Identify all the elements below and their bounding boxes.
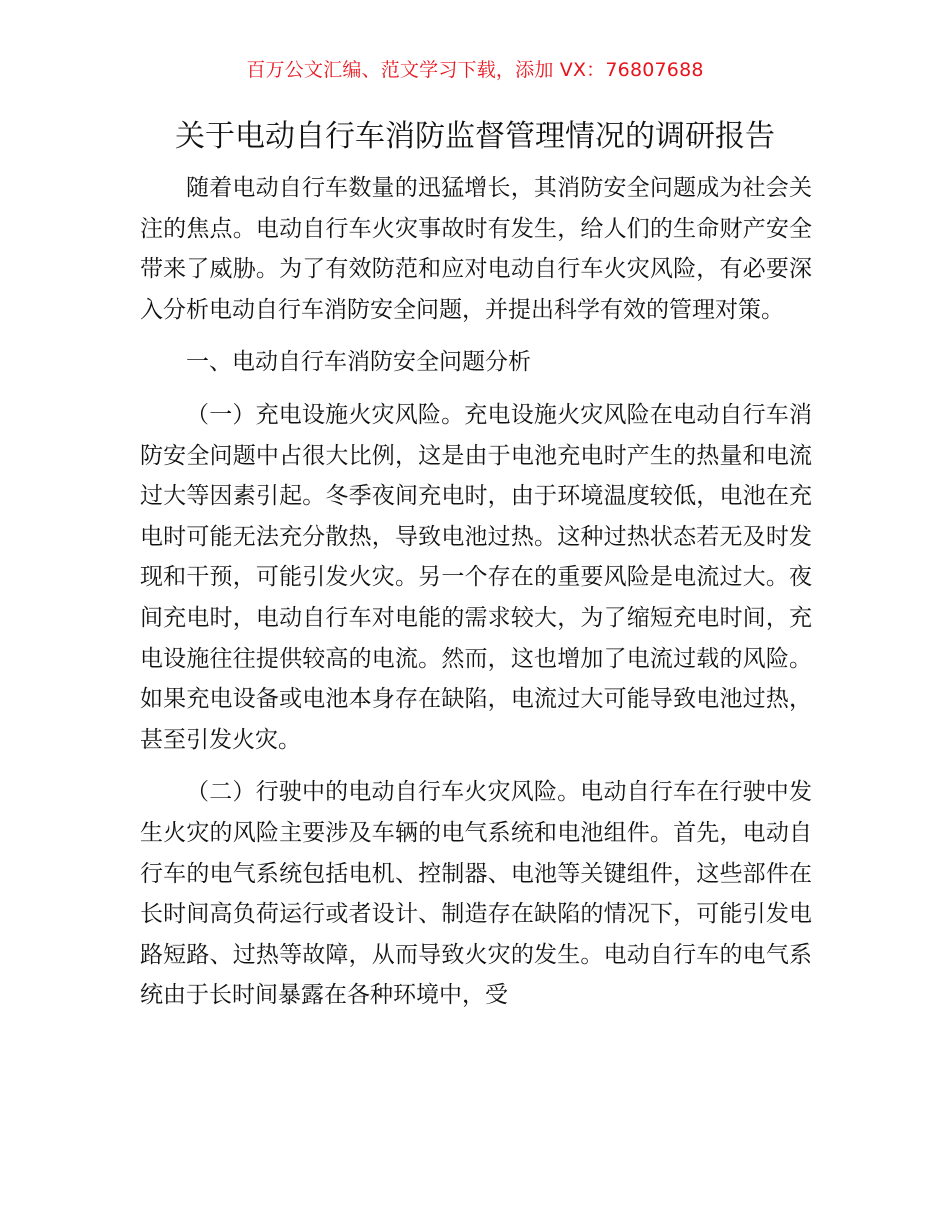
paragraph-charging-risk: （一）充电设施火灾风险。充电设施火灾风险在电动自行车消防安全问题中占很大比例，这是由于电池充电时产生的热量和电流过大等因素引起。冬季夜间充电时，由于环境温度较低，电池在充电时可能无法充分散热，导致电池过热。这种过热状态若无及时发现和干预，可能引发火灾。另一个存在的重要风险是电流过大。夜间充电时，电动自行车对电能的需求较大，为了缩短充电时间，充电设施往往提供较高的电流。然而，这也增加了电流过载的风险。如果充电设备或电池本身存在缺陷，电流过大可能导致电池过热，甚至引发火灾。 [140,401,812,753]
header-banner: 百万公文汇编、范文学习下载，添加 VX：76807688 [246,59,704,81]
document-title: 关于电动自行车消防监督管理情况的调研报告 [175,119,775,154]
paragraph-intro: 随着电动自行车数量的迅猛增长，其消防安全问题成为社会关注的焦点。电动自行车火灾事故时有发生，给人们的生命财产安全带来了威胁。为了有效防范和应对电动自行车火灾风险，有必要深入分析电动自行车消防安全问题，并提出科学有效的管理对策。 [140,175,812,323]
section-heading-1: 一、电动自行车消防安全问题分析 [186,349,531,376]
paragraph-riding-risk: （二）行驶中的电动自行车火灾风险。电动自行车在行驶中发生火灾的风险主要涉及车辆的电气系统和电池组件。首先，电动自行车的电气系统包括电机、控制器、电池等关键组件，这些部件在长时间高负荷运行或者设计、制造存在缺陷的情况下，可能引发电路短路、过热等故障，从而导致火灾的发生。电动自行车的电气系统由于长时间暴露在各种环境中，受 [140,779,812,1009]
document-body [140,168,812,1016]
